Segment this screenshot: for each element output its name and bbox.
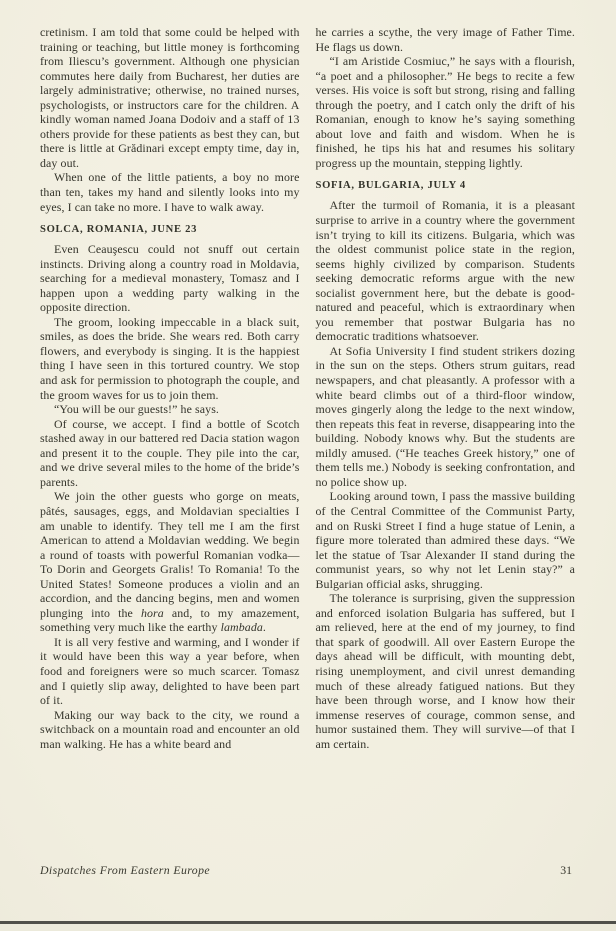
left-column — [40, 25, 300, 751]
page-number: 31 — [560, 863, 572, 877]
section-heading: SOLCA, ROMANIA, JUNE 23 — [40, 224, 198, 236]
scan-edge-shadow — [0, 924, 616, 931]
body-paragraph: When one of the little patients, a boy no more than ten, takes my hand and silently looks into my eyes, I can take no more. I have to walk away. — [40, 170, 300, 214]
text-columns — [40, 25, 575, 751]
body-paragraph: The tolerance is surprising, given the suppression and enforced isolation Bulgaria has suffered, but I am relieved, here at the end of my journey, to find that spark of goodwill. All over Eastern Europe the days ahead will be difficult, with mounting debt, rising unemployment, and civil unrest demanding much of these already fatigued nations. But they have been through worse, and I know how their immense reserves of courage, common sense, and humor sustained them. They will survive—of that I am certain. — [315, 591, 575, 751]
body-paragraph: At Sofia University I find student strikers dozing in the sun on the steps. Others strum guitars, read newspapers, and chat pleasantly. A professor with a white beard climbs out of a third-floor window, moves gingerly along the ledge to the next window, then repeats this feat in reverse, disappearing into the building. Nobody knows why. But the students are mildly amused. (“He teaches Greek history,” one of them tells me.) Nobody is seeking confrontation, and no police show up. — [315, 343, 575, 489]
body-paragraph: he carries a scythe, the very image of Father Time. He flags us down. — [315, 25, 575, 54]
body-paragraph: The groom, looking impeccable in a black suit, smiles, as does the bride. She wears red. Both carry flowers, and everybody is singing. It is the happiest thing I have seen in this tortured country. We stop and ask for permission to photograph the couple, and the groom waves for us to join them. — [40, 314, 300, 402]
section-heading: SOFIA, BULGARIA, JULY 4 — [315, 180, 466, 192]
body-paragraph: It is all very festive and warming, and I wonder if it would have been this way a year before, when food and foreigners were so much scarcer. Tomasz and I quietly slip away, delighted to have been part of it. — [40, 634, 300, 708]
page-footer — [40, 863, 572, 878]
body-paragraph: Of course, we accept. I find a bottle of Scotch stashed away in our battered red Dacia station wagon and present it to the couple. They pile into the car, and we drive several miles to the home of the bride’s parents. — [40, 416, 300, 489]
body-paragraph: Even Ceauşescu could not snuff out certain instincts. Driving along a country road in Moldavia, searching for a medieval monastery, Tomasz and I happen upon a wedding party walking in the opposite direction. — [40, 242, 300, 315]
body-paragraph: We join the other guests who gorge on meats, pâtés, sausages, eggs, and Moldavian specialties I am unable to identify. They tell me I am the first American to attend a Moldavian wedding. We begin a round of toasts with powerful Romanian vodka—To Dorin and Georgets Gralis! To Romania! To the United States! Someone produces a violin and an accordion, and the dancing begins, men and women plunging into the hora and, to my amazement, something very much like the earthy lambada. — [40, 489, 300, 635]
body-paragraph: cretinism. I am told that some could be helped with training or teaching, but little money is forthcoming from Iliescu’s government. Although one physician commutes here daily from Bucharest, her duties are largely administrative; otherwise, no trained nurses, psychologists, or instructors care for the children. A kindly woman named Joana Dodoiv and a staff of 13 others provide for these patients as best they can, but there is little at Grădinari except empty time, day in, day out. — [40, 25, 300, 170]
body-paragraph: Making our way back to the city, we round a switchback on a mountain road and encounter an old man walking. He has a white beard and — [40, 707, 300, 751]
body-paragraph: After the turmoil of Romania, it is a pleasant surprise to arrive in a country where the government isn’t trying to kill its citizens. Bulgaria, which was the oldest communist police state in the region, seems highly civilized by comparison. Students seeking democratic reforms argue with the new socialist government here, but the debate is good-natured and peaceful, which is extraordinary when you remember that postwar Bulgaria has no democratic traditions whatsoever. — [315, 198, 575, 344]
running-title: Dispatches From Eastern Europe — [40, 863, 211, 877]
right-column — [316, 25, 576, 751]
body-paragraph: “I am Aristide Cosmiuc,” he says with a flourish, “a poet and a philosopher.” He begs to recite a few verses. His voice is soft but strong, rising and falling through the poetry, and I catch only the drift of his Romanian, enough to know he’s saying something about love and faith and wisdom. When he is finished, he tips his hat and resumes his solitary progress up the mountain, stepping lightly. — [315, 54, 575, 170]
body-paragraph: Looking around town, I pass the massive building of the Central Committee of the Communist Party, and on Ruski Street I find a huge statue of Lenin, a figure more tolerated than admired these days. “We let the statue of Tsar Alexander II stand during the communist years, so why not let Lenin stay?” a Bulgarian official asks, shrugging. — [315, 489, 575, 591]
body-paragraph: “You will be our guests!” he says. — [54, 402, 220, 417]
